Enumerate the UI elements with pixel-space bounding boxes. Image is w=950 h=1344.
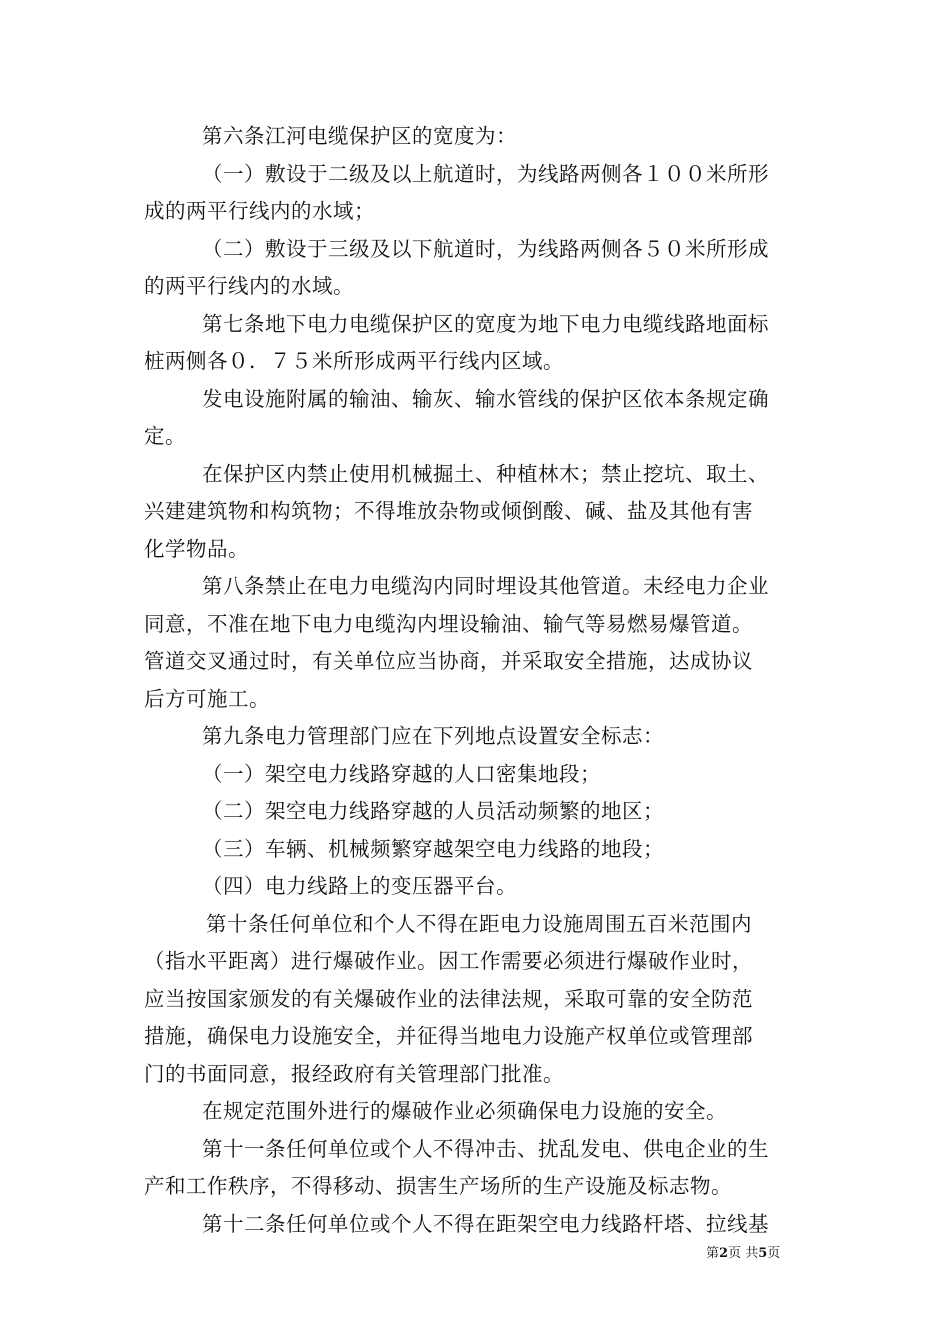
text-line: 后方可施工。: [144, 686, 270, 711]
footer-middle: 页 共: [728, 1246, 759, 1261]
text-line: （三）车辆、机械频繁穿越架空电力线路的地段；: [202, 836, 664, 861]
text-line: 发电设施附属的输油、输灰、输水管线的保护区依本条规定确: [202, 386, 769, 411]
text-line: 兴建建筑物和构筑物；不得堆放杂物或倾倒酸、碱、盐及其他有害: [144, 499, 753, 523]
text-line: （指水平距离）进行爆破作业。因工作需要必须进行爆破作业时，: [144, 949, 753, 973]
text-line: 桩两侧各０．７５米所形成两平行线内区域。: [144, 349, 564, 373]
text-line: 第十二条任何单位或个人不得在距架空电力线路杆塔、拉线基: [202, 1211, 769, 1236]
text-line: 第六条江河电缆保护区的宽度为：: [202, 124, 517, 148]
text-line: 管道交叉通过时，有关单位应当协商，并采取安全措施，达成协议: [144, 649, 753, 673]
text-line: 同意，不准在地下电力电缆沟内埋设输油、输气等易燃易爆管道。: [144, 611, 753, 636]
text-line: 定。: [144, 424, 186, 448]
text-line: 第十条任何单位和个人不得在距电力设施周围五百米范围内: [206, 911, 752, 936]
total-page-number: 5: [758, 1246, 768, 1261]
text-line: 第九条电力管理部门应在下列地点设置安全标志：: [202, 724, 664, 748]
text-line: 的两平行线内的水域。: [144, 274, 354, 298]
text-line: 在规定范围外进行的爆破作业必须确保电力设施的安全。: [202, 1099, 727, 1123]
text-line: 第十一条任何单位或个人不得冲击、扰乱发电、供电企业的生: [202, 1136, 769, 1161]
footer-prefix: 第: [706, 1246, 720, 1261]
text-line: 第八条禁止在电力电缆沟内同时埋设其他管道。未经电力企业: [202, 574, 769, 598]
text-line: 产和工作秩序，不得移动、损害生产场所的生产设施及标志物。: [144, 1174, 732, 1198]
footer-suffix: 页: [767, 1246, 781, 1261]
text-line: 门的书面同意，报经政府有关管理部门批准。: [144, 1061, 564, 1086]
text-line: 化学物品。: [144, 536, 249, 561]
text-line: （二）架空电力线路穿越的人员活动频繁的地区；: [202, 799, 664, 823]
text-line: （一）敷设于二级及以上航道时，为线路两侧各１００米所形: [202, 161, 769, 186]
text-line: （一）架空电力线路穿越的人口密集地段；: [202, 761, 601, 786]
page-footer: [706, 1246, 780, 1262]
text-line: 第七条地下电力电缆保护区的宽度为地下电力电缆线路地面标: [202, 311, 769, 336]
text-line: （二）敷设于三级及以下航道时，为线路两侧各５０米所形成: [202, 236, 769, 261]
text-line: （四）电力线路上的变压器平台。: [202, 874, 517, 898]
text-line: 在保护区内禁止使用机械掘土、种植林木；禁止挖坑、取土、: [202, 461, 769, 486]
text-line: 成的两平行线内的水域；: [144, 199, 375, 223]
document-body: [144, 118, 814, 1243]
text-line: 措施，确保电力设施安全，并征得当地电力设施产权单位或管理部: [144, 1024, 753, 1048]
current-page-number: 2: [719, 1246, 729, 1261]
text-line: 应当按国家颁发的有关爆破作业的法律法规，采取可靠的安全防范: [144, 986, 753, 1011]
